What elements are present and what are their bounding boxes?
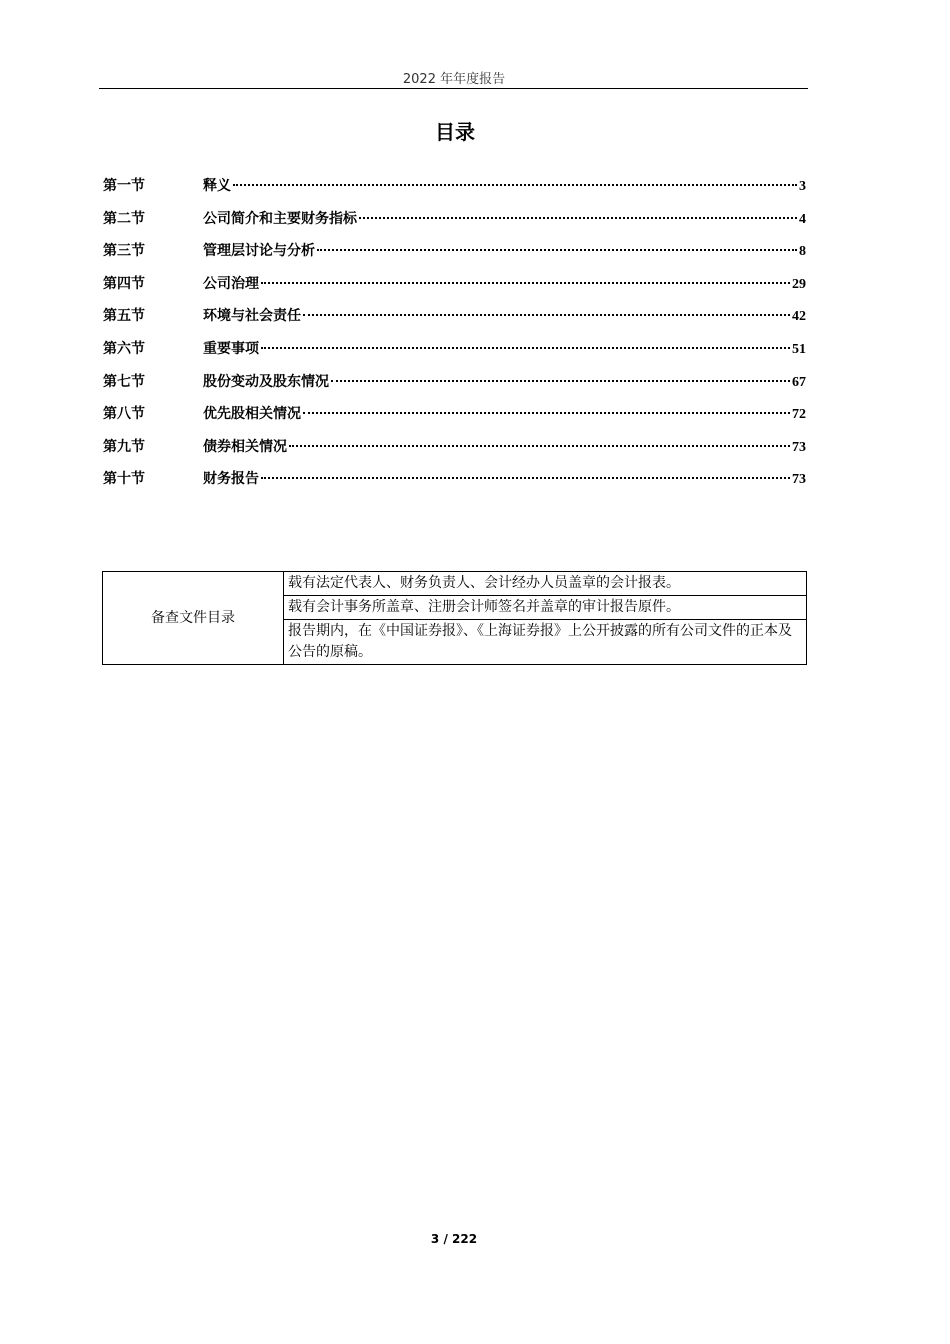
toc-entry-page: 67 [792, 374, 806, 390]
toc-entry-title: 环境与社会责任 [203, 308, 301, 325]
toc-entry[interactable] [103, 468, 806, 501]
toc-entry-page: 72 [792, 407, 806, 423]
toc-entry[interactable] [103, 240, 806, 273]
toc-entry-page: 29 [792, 276, 806, 292]
toc-entry[interactable] [103, 208, 806, 241]
toc-entry-number: 第二节 [103, 210, 145, 227]
toc-entry[interactable] [103, 371, 806, 404]
toc-entry-page: 42 [792, 309, 806, 325]
toc-entry[interactable] [103, 338, 806, 371]
toc-entry-number: 第七节 [103, 373, 145, 390]
page-number: 3 / 222 [430, 1232, 478, 1246]
toc-entry-page: 73 [792, 439, 806, 455]
toc-entry-title: 债券相关情况 [203, 438, 287, 455]
toc-entry-title: 释义 [203, 178, 231, 194]
header-divider [99, 88, 808, 89]
reference-document-item: 载有会计事务所盖章、注册会计师签名并盖章的审计报告原件。 [284, 596, 807, 620]
toc-entry-title: 管理层讨论与分析 [203, 243, 315, 260]
report-header-title: 2022 年年度报告 [402, 72, 506, 87]
toc-dot-leader [303, 314, 790, 316]
toc-entry-number: 第九节 [103, 438, 145, 455]
toc-entry-page: 4 [799, 211, 806, 227]
toc-entry-page: 73 [792, 472, 806, 488]
toc-entry-title: 重要事项 [203, 340, 259, 357]
toc-entry-page: 3 [799, 179, 806, 194]
toc-entry-title: 优先股相关情况 [203, 406, 301, 423]
table-of-contents [103, 175, 806, 501]
toc-entry-title: 财务报告 [203, 471, 259, 488]
toc-entry[interactable] [103, 436, 806, 469]
toc-dot-leader [289, 445, 790, 447]
toc-dot-leader [261, 347, 790, 349]
reference-document-item: 报告期内，在《中国证券报》、《上海证券报》上公开披露的所有公司文件的正本及公告的原稿。 [284, 620, 807, 665]
toc-dot-leader [261, 282, 790, 284]
toc-dot-leader [317, 249, 797, 251]
reference-documents-table [102, 571, 807, 665]
toc-entry[interactable] [103, 175, 806, 208]
toc-entry-number: 第三节 [103, 243, 145, 260]
toc-entry-title: 股份变动及股东情况 [203, 373, 329, 390]
toc-entry-number: 第十节 [103, 471, 145, 488]
toc-dot-leader [303, 412, 790, 414]
reference-documents-label: 备查文件目录 [103, 572, 284, 665]
toc-dot-leader [261, 477, 790, 479]
toc-entry-page: 8 [799, 244, 806, 260]
toc-heading: 目录 [435, 120, 475, 144]
toc-entry-number: 第四节 [103, 275, 145, 292]
toc-entry-number: 第五节 [103, 308, 145, 325]
toc-entry-number: 第一节 [103, 178, 145, 194]
toc-entry-title: 公司简介和主要财务指标 [203, 210, 357, 227]
toc-entry-number: 第六节 [103, 340, 145, 357]
toc-entry[interactable] [103, 403, 806, 436]
toc-entry-title: 公司治理 [203, 275, 259, 292]
table-row [103, 572, 807, 596]
toc-dot-leader [331, 380, 790, 382]
toc-entry-page: 51 [792, 341, 806, 357]
toc-entry[interactable] [103, 305, 806, 338]
toc-dot-leader [233, 184, 797, 186]
reference-document-item: 载有法定代表人、财务负责人、会计经办人员盖章的会计报表。 [284, 572, 807, 596]
toc-entry-number: 第八节 [103, 406, 145, 423]
toc-dot-leader [359, 217, 797, 219]
toc-entry[interactable] [103, 273, 806, 306]
